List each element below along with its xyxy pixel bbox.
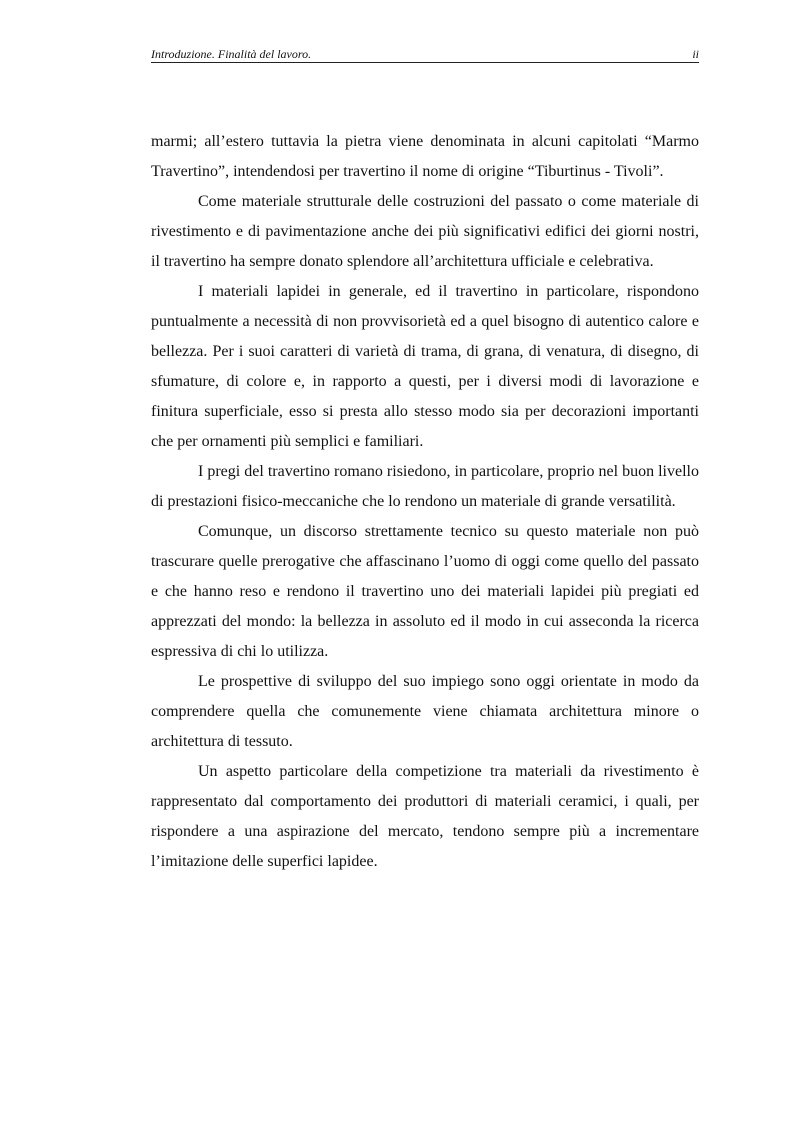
paragraph: Un aspetto particolare della competizione tra materiali da rivestimento è rappresentato dal comportamento dei produttori di materiali ceramici, i quali, per rispondere a una aspirazione del mercato, tendono sempre più a incrementare l’imitazione delle superfici lapidee. xyxy=(151,763,699,870)
paragraph: Le prospettive di sviluppo del suo impiego sono oggi orientate in modo da comprendere quella che comunemente viene chiamata architettura minore o architettura di tessuto. xyxy=(151,673,699,750)
paragraph: marmi; all’estero tuttavia la pietra viene denominata in alcuni capitolati “Marmo Travertino”, intendendosi per travertino il nome di origine “Tiburtinus - Tivoli”. xyxy=(151,133,699,180)
body-text xyxy=(151,127,699,877)
header-title: Introduzione. Finalità del lavoro. xyxy=(151,47,312,61)
paragraph: I materiali lapidei in generale, ed il travertino in particolare, rispondono puntualmente a necessità di non provvisorietà ed a quel bisogno di autentico calore e bellezza. Per i suoi caratteri di varietà di trama, di grana, di venatura, di disegno, di sfumature, di colore e, in rapporto a questi, per i diversi modi di lavorazione e finitura superficiale, esso si presta allo stesso modo sia per decorazioni importanti che per ornamenti più semplici e familiari. xyxy=(151,283,699,450)
page-number: ii xyxy=(692,47,699,61)
paragraph: I pregi del travertino romano risiedono, in particolare, proprio nel buon livello di prestazioni fisico-meccaniche che lo rendono un materiale di grande versatilità. xyxy=(151,463,699,510)
paragraph: Come materiale strutturale delle costruzioni del passato o come materiale di rivestimento e di pavimentazione anche dei più significativi edifici dei giorni nostri, il travertino ha sempre donato splendore all’architettura ufficiale e celebrativa. xyxy=(151,193,699,270)
paragraph: Comunque, un discorso strettamente tecnico su questo materiale non può trascurare quelle prerogative che affascinano l’uomo di oggi come quello del passato e che hanno reso e rendono il travertino uno dei materiali lapidei più pregiati ed apprezzati del mondo: la bellezza in assoluto ed il modo in cui asseconda la ricerca espressiva di chi lo utilizza. xyxy=(151,523,699,660)
running-header xyxy=(151,46,699,63)
